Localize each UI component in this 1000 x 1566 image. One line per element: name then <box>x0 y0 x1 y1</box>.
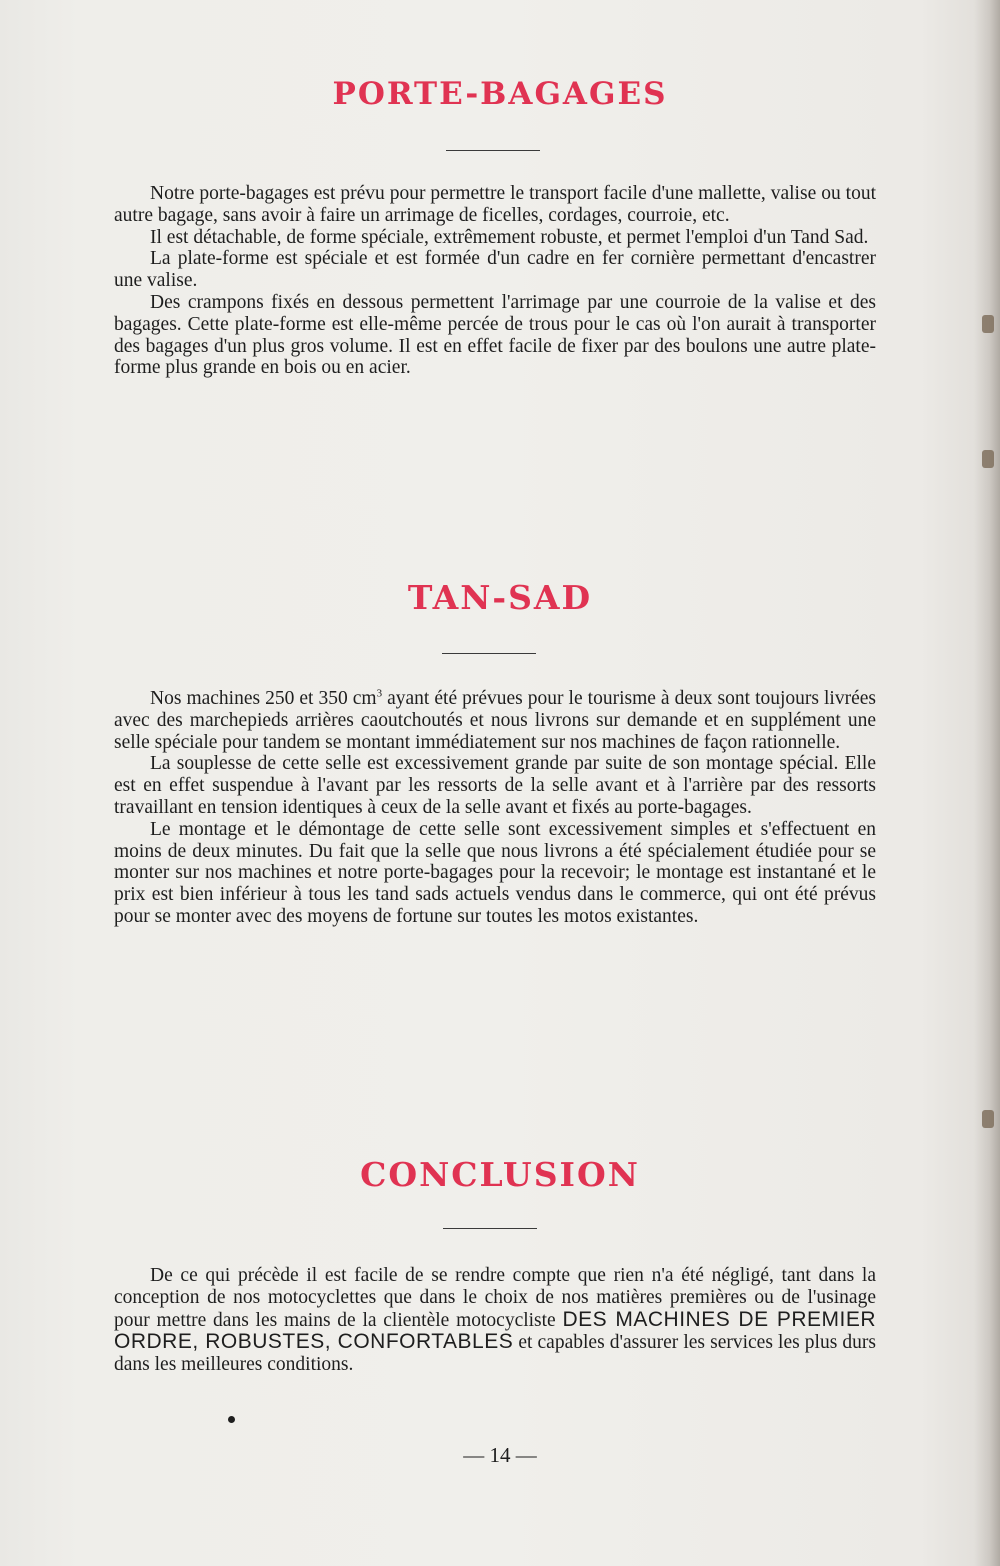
paragraph-text: Nos machines 250 et 350 cm <box>150 688 377 709</box>
section-body-tan-sad <box>114 688 876 928</box>
superscript: 3 <box>376 687 383 700</box>
paragraph <box>114 1265 876 1376</box>
section-title-conclusion: CONCLUSION <box>360 1155 640 1194</box>
section-title-porte-bagages: PORTE-BAGAGES <box>332 76 668 112</box>
staple-mark <box>982 1110 994 1128</box>
paragraph: Notre porte-bagages est prévu pour permettre le transport facile d'une mallette, valise ou tout autre bagage, sans avoir à faire un arrimage de ficelles, cordages, courroie, etc. <box>114 183 876 226</box>
paragraph-text: et capables d'assurer les services les plus durs dans les meilleures conditions. <box>114 1332 876 1376</box>
paragraph-text: ayant été prévues pour le tourisme à deux sont toujours livrées avec des marchepieds arrières caoutchoutés et nous livrons sur demande et en supplément une selle spéciale pour tandem se montant immédiatement sur nos machines de façon rationnelle. <box>114 688 876 753</box>
page-number: — 14 — <box>463 1443 537 1467</box>
paragraph: Il est détachable, de forme spéciale, extrêmement robuste, et permet l'emploi d'un Tand Sad. <box>150 226 869 248</box>
staple-mark <box>982 315 994 333</box>
paragraph: Le montage et le démontage de cette selle sont excessivement simples et s'effectuent en moins de deux minutes. Du fait que la selle que nous livrons a été spécialement étudiée pour se monter sur nos machines et notre porte-bagages pour la recevoir; le montage est instantané et le prix est bien inférieur à tous les tand sads actuels vendus dans le commerce, qui ont été prévus pour se monter avec des moyens de fortune sur toutes les motos existantes. <box>114 818 876 927</box>
section-body-conclusion <box>114 1265 876 1376</box>
paragraph: Des crampons fixés en dessous permettent l'arrimage par une courroie de la valise et des bagages. Cette plate-forme est elle-même percée de trous pour le cas où l'on aurait à transporter des bagages d'un plus gros volume. Il est en effet facile de fixer par des boulons une autre plate-forme plus grande en bois ou en acier. <box>114 291 876 379</box>
section-title-tan-sad: TAN-SAD <box>407 578 593 617</box>
section-divider <box>443 1228 537 1229</box>
emphasis-text: DES MACHINES DE PREMIER ORDRE, ROBUSTES, CONFORTABLES <box>114 1307 876 1354</box>
ink-dot <box>228 1416 235 1423</box>
staple-mark <box>982 450 994 468</box>
section-divider <box>446 150 540 151</box>
page-spine-shadow <box>974 0 1000 1566</box>
section-body-porte-bagages <box>114 183 876 379</box>
paragraph: La plate-forme est spéciale et est formée d'un cadre en fer cornière permettant d'encastrer une valise. <box>114 248 876 292</box>
paragraph: La souplesse de cette selle est excessivement grande par suite de son montage spécial. Elle est en effet suspendue à l'avant par les ressorts de la selle avant et à l'arrière par des ressorts travaillant en tension identiques à ceux de la selle avant et fixés au porte-bagages. <box>114 753 876 818</box>
paragraph-text: De ce qui précède il est facile de se rendre compte que rien n'a été négligé, tant dans la conception de nos motocyclettes que dans le choix de nos matières premières ou de l'usinage pour mettre dans les mains de la clientèle motocycliste <box>114 1265 876 1331</box>
section-divider <box>442 653 536 654</box>
paragraph <box>114 688 876 753</box>
